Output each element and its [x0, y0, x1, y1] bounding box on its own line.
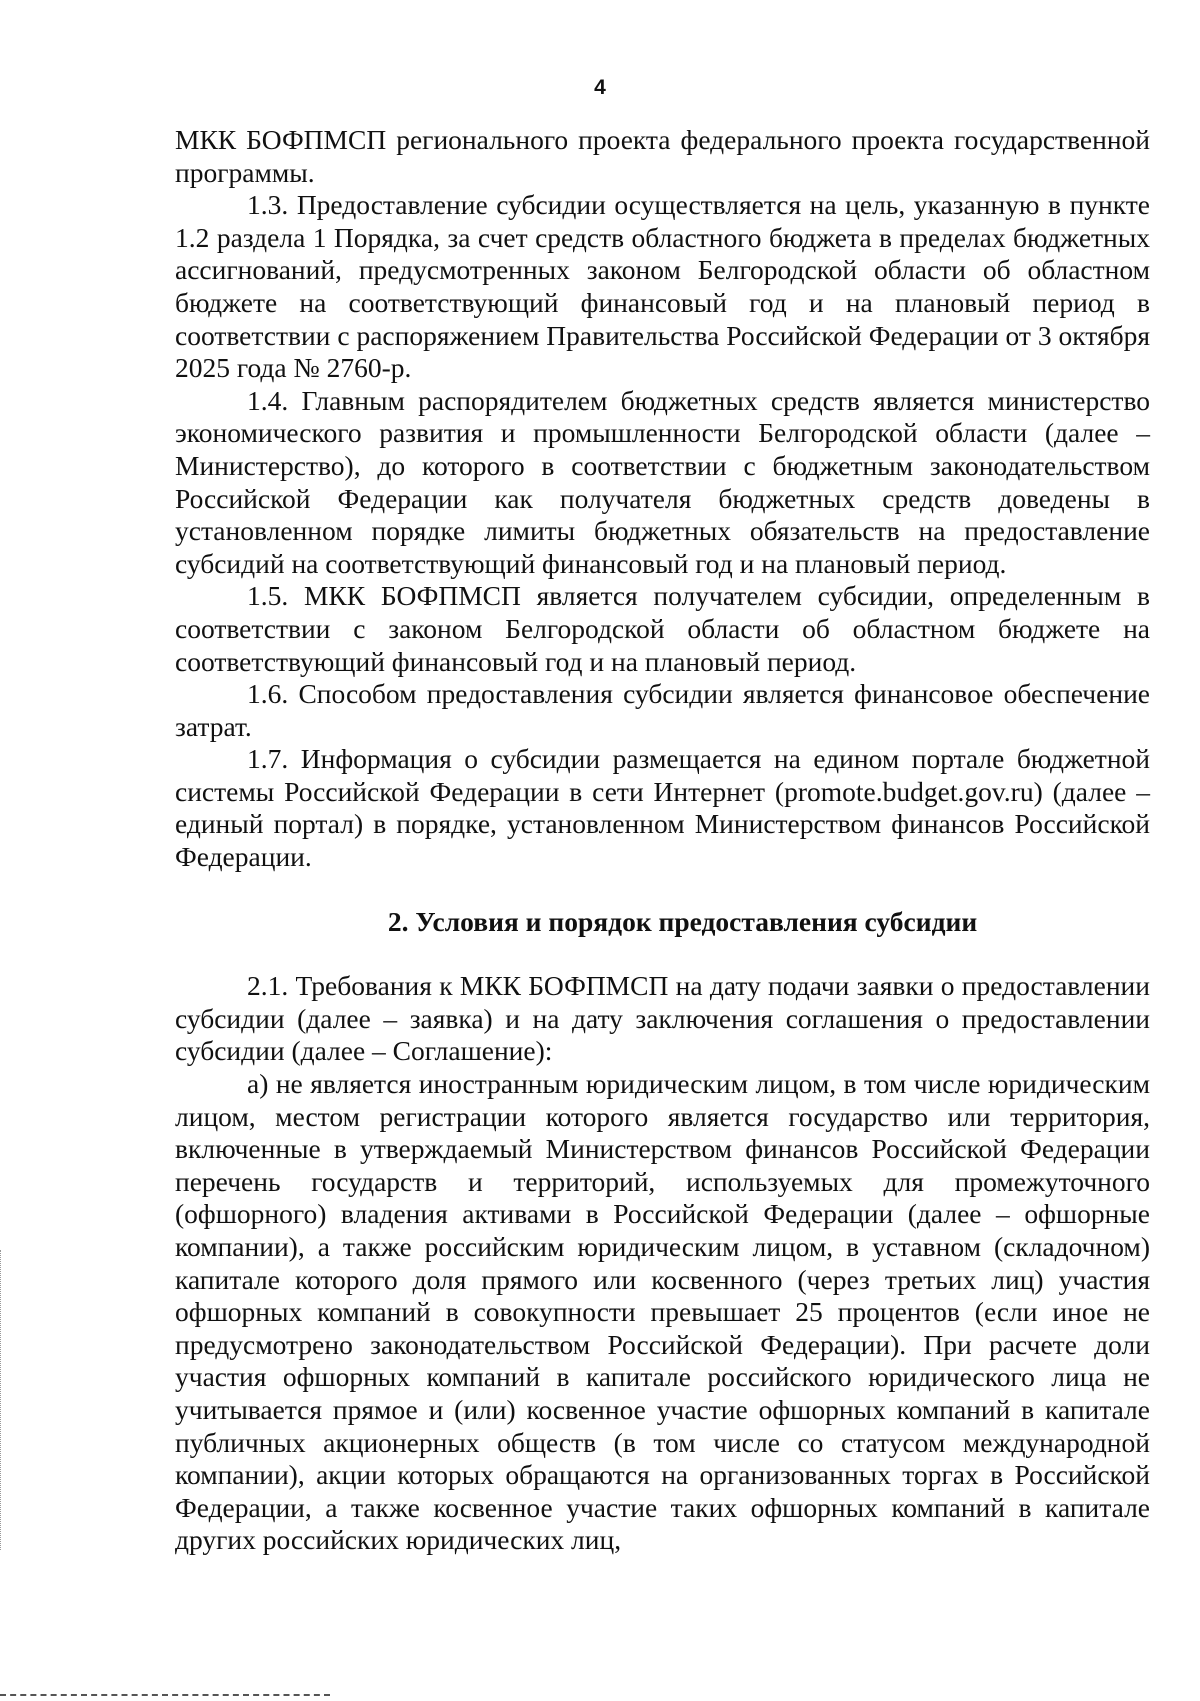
scan-footer-rule — [0, 1694, 330, 1696]
paragraph-1-7: 1.7. Информация о субсидии размещается на едином портале бюджетной системы Российской Федерации в сети Интернет (promote.budget.gov.ru) (далее – единый портал) в порядке, установленном Министерством финансов Российской Федерации. — [175, 743, 1150, 873]
paragraph-continuation: МКК БОФПМСП регионального проекта федерального проекта государственной программы. — [175, 124, 1150, 188]
scan-margin-mark — [0, 1250, 1, 1550]
paragraph-2-1: 2.1. Требования к МКК БОФПМСП на дату подачи заявки о предоставлении субсидии (далее – заявка) и на дату заключения соглашения о предоставлении субсидии (далее – Соглашение): — [175, 970, 1150, 1067]
paragraph-1-5: 1.5. МКК БОФПМСП является получателем субсидии, определенным в соответствии с законом Белгородской области об областном бюджете на соответствующий финансовый год и на плановый период. — [175, 580, 1150, 677]
paragraph-2-1-a: а) не является иностранным юридическим лицом, в том числе юридическим лицом, местом регистрации которого является государство или территория, включенные в утверждаемый Министерством финансов Российской Федерации перечень государств и территорий, используемых для промежуточного (офшорного) владения активами в Российской Федерации (далее – офшорные компании), а также российским юридическим лицом, в уставном (складочном) капитале которого доля прямого или косвенного (через третьих лиц) участия офшорных компаний в совокупности превышает 25 процентов (если иное не предусмотрено законодательством Российской Федерации). При расчете доли участия офшорных компаний в капитале российского юридического лица не учитывается прямое и (или) косвенное участие офшорных компаний в капитале публичных акционерных обществ (в том числе со статусом международной компании), акции которых обращаются на организованных торгах в Российской Федерации, а также косвенное участие таких офшорных компаний в капитале других российских юридических лиц, — [175, 1068, 1150, 1556]
page-number: 4 — [594, 76, 606, 99]
paragraph-1-4: 1.4. Главным распорядителем бюджетных средств является министерство экономического развития и промышленности Белгородской области (далее – Министерство), до которого в соответствии с бюджетным законодательством Российской Федерации как получателя бюджетных средств доведены в установленном порядке лимиты бюджетных обязательств на предоставление субсидий на соответствующий финансовый год и на плановый период. — [175, 384, 1150, 579]
document-body — [175, 124, 1150, 1557]
paragraph-1-6: 1.6. Способом предоставления субсидии является финансовое обеспечение затрат. — [175, 678, 1150, 742]
paragraph-1-3: 1.3. Предоставление субсидии осуществляется на цель, указанную в пункте 1.2 раздела 1 Порядка, за счет средств областного бюджета в пределах бюджетных ассигнований, предусмотренных законом Белгородской области об областном бюджете на соответствующий финансовый год и на плановый период в соответствии с распоряжением Правительства Российской Федерации от 3 октября 2025 года № 2760-р. — [175, 189, 1150, 384]
section-heading: 2. Условия и порядок предоставления субсидии — [387, 905, 978, 937]
